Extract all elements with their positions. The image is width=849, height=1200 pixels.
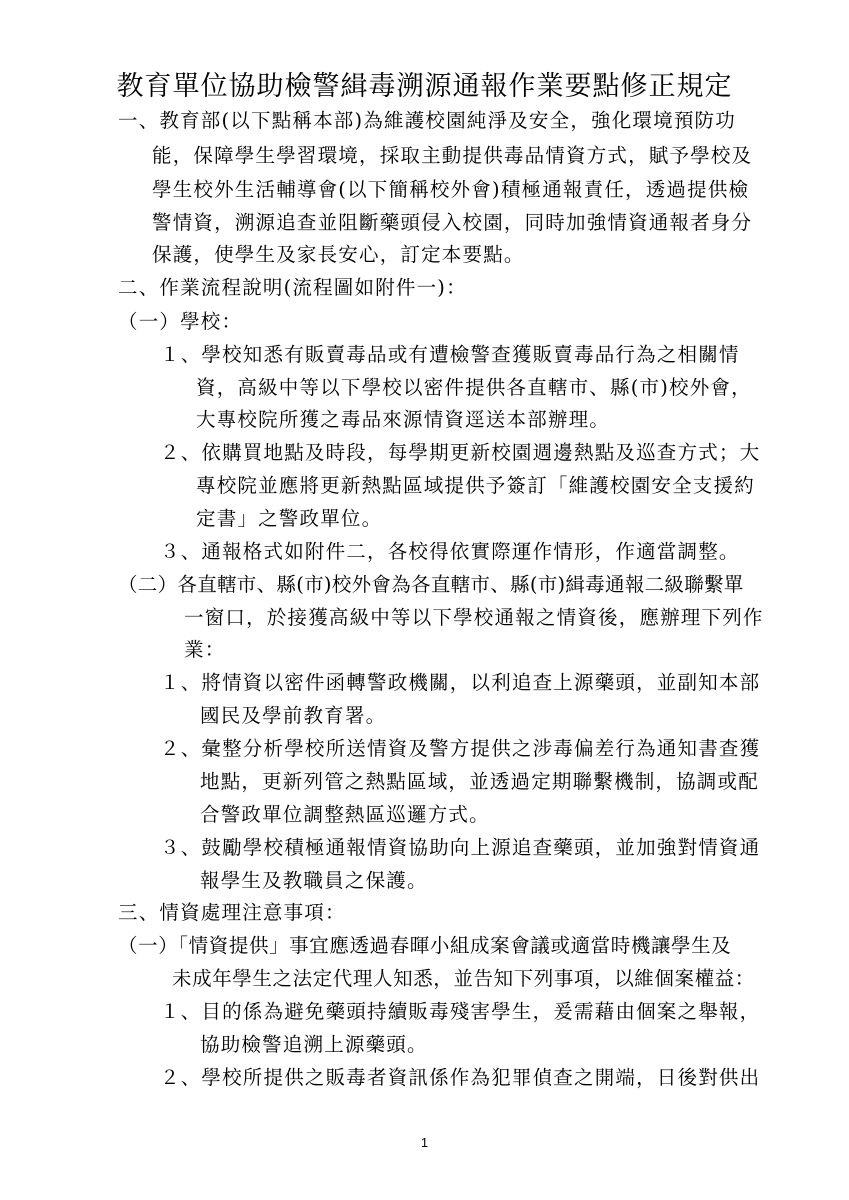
list-item: １、目的係為避免藥頭持續販毒殘害學生，爰需藉由個案之舉報，: [160, 1000, 761, 1023]
text-line: 資，高級中等以下學校以密件提供各直轄市、縣(市)校外會，: [196, 376, 752, 399]
section-heading: 二、作業流程說明(流程圖如附件一)：: [118, 276, 467, 299]
list-item: ２、彙整分析學校所送情資及警方提供之涉毒偏差行為通知書查獲: [160, 737, 761, 760]
subsection-heading: （一）「情資提供」事宜應透過春暉小組成案會議或適當時機讓學生及: [118, 934, 732, 957]
text-line: 定書」之警政單位。: [196, 507, 383, 530]
text-line: 一、教育部(以下點稱本部)為維護校園純淨及安全，強化環境預防功: [118, 109, 736, 132]
text-line: 能，保障學生學習環境，採取主動提供毒品情資方式，賦予學校及: [152, 144, 753, 167]
list-item: ２、依購買地點及時段，每學期更新校園週邊熱點及巡查方式；大: [160, 441, 761, 464]
text-line: 未成年學生之法定代理人知悉，並告知下列事項，以維個案權益：: [172, 967, 755, 990]
page-number: 1: [420, 1135, 429, 1150]
text-line: 協助檢警追溯上源藥頭。: [200, 1033, 428, 1056]
text-line: 報學生及教職員之保護。: [200, 869, 428, 892]
list-item: ２、學校所提供之販毒者資訊係作為犯罪偵查之開端，日後對供出: [160, 1066, 761, 1089]
list-item: １、將情資以密件函轉警政機關，以利追查上源藥頭，並副知本部: [160, 671, 761, 694]
subsection-heading: （一）學校：: [118, 310, 243, 333]
list-item: ３、通報格式如附件二，各校得依實際運作情形，作適當調整。: [160, 540, 740, 563]
list-item: １、學校知悉有販賣毒品或有遭檢警查獲販賣毒品行為之相關情: [160, 343, 740, 366]
text-line: 業：: [184, 638, 226, 661]
text-line: 學生校外生活輔導會(以下簡稱校外會)積極通報責任，透過提供檢: [152, 178, 750, 201]
text-line: 專校院並應將更新熱點區域提供予簽訂「維護校園安全支援約: [196, 474, 755, 497]
document-title: 教育單位協助檢警緝毒溯源通報作業要點修正規定: [116, 71, 733, 102]
text-line: 一窗口，於接獲高級中等以下學校通報之情資後，應辦理下列作: [184, 606, 764, 629]
list-item: ３、鼓勵學校積極通報情資協助向上源追查藥頭，並加強對情資通: [160, 836, 761, 859]
section-heading: 三、情資處理注意事項：: [118, 901, 346, 924]
text-line: 合警政單位調整熱區巡邏方式。: [200, 803, 490, 826]
text-line: 保護，使學生及家長安心，訂定本要點。: [152, 243, 525, 266]
text-line: 警情資，溯源追查並阻斷藥頭侵入校園，同時加強情資通報者身分: [152, 211, 753, 234]
text-line: 國民及學前教育署。: [200, 704, 387, 727]
text-line: 大專校院所獲之毒品來源情資逕送本部辦理。: [196, 408, 611, 431]
text-line: 地點，更新列管之熱點區域，並透過定期聯繫機制，協調或配: [200, 770, 759, 793]
subsection-heading: （二）各直轄市、縣(市)校外會為各直轄市、縣(市)緝毒通報二級聯繫單: [118, 573, 744, 596]
